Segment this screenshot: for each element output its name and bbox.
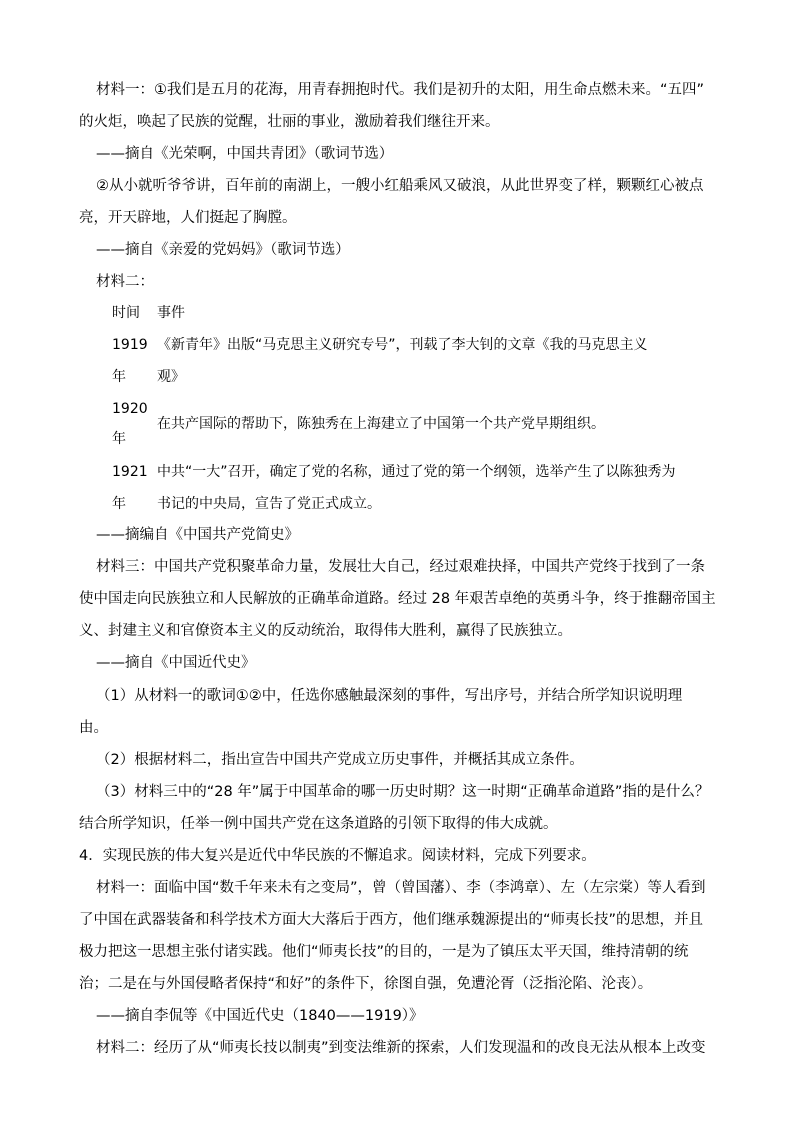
material-2-source: ——摘编自《中国共产党简史》 [96, 527, 299, 543]
table-row-2-year: 1920 [112, 401, 148, 417]
problem-4-material-1-line-2: 了中国在武器装备和科学技术方面大大落后于西方，他们继承魏源提出的“师夷长技”的思想，并且 [79, 912, 704, 928]
problem-4-material-2-line-1: 材料二：经历了从“师夷长技以制夷”到变法维新的探索，人们发现温和的改良无法从根本上改变 [96, 1040, 706, 1056]
table-row-2-event: 在共产国际的帮助下，陈独秀在上海建立了中国第一个共产党早期组织。 [157, 416, 605, 432]
material-1-song-1-line-2: 的火炬，唤起了民族的觉醒，壮丽的事业，激励着我们继往开来。 [79, 114, 500, 130]
problem-4-material-1-line-1: 材料一：面临中国“数千年来未有之变局”，曾（曾国藩）、李（李鸿章）、左（左宗棠）等人看到 [96, 880, 706, 896]
table-row-3-year: 1921 [112, 464, 148, 480]
question-1-line-1: （1）从材料一的歌词①②中，任选你感触最深刻的事件，写出序号，并结合所学知识说明理 [96, 688, 683, 704]
question-3-line-1: （3）材料三中的“28 年”属于中国革命的哪一历史时期？这一时期“正确革命道路”指的是什么？ [96, 784, 710, 800]
material-3-source: ——摘自《中国近代史》 [96, 655, 256, 671]
question-1-line-2: 由。 [79, 720, 108, 736]
material-1-song-2-line-2: 亮，开天辟地，人们挺起了胸膛。 [79, 210, 297, 226]
material-1-song-2-line-1: ②从小就听爷爷讲，百年前的南湖上，一艘小红船乘风又破浪，从此世界变了样，颗颗红心被点 [96, 178, 704, 194]
question-3-line-2: 结合所学知识，任举一例中国共产党在这条道路的引领下取得的伟大成就。 [79, 816, 558, 832]
table-row-1-year-unit: 年 [112, 369, 126, 385]
material-3-line-1: 材料三：中国共产党积聚革命力量，发展壮大自己，经过艰难抉择，中国共产党终于找到了一条 [96, 559, 705, 575]
table-row-1-event-line-1: 《新青年》出版“马克思主义研究专号”，刊载了李大钊的文章《我的马克思主义 [157, 337, 648, 353]
material-3-line-2: 使中国走向民族独立和人民解放的正确革命道路。经过 28 年艰苦卓绝的英勇斗争，终于推翻帝国主 [79, 591, 716, 607]
material-1-song-1-line-1: 材料一：①我们是五月的花海，用青春拥抱时代。我们是初升的太阳，用生命点燃未来。“五四” [96, 82, 705, 98]
problem-4-material-1-line-3: 极力把这一思想主张付诸实践。他们“师夷长技”的目的，一是为了镇压太平天国，维持清朝的统 [79, 944, 689, 960]
material-1-source-2: ——摘自《亲爱的党妈妈》（歌词节选） [96, 242, 350, 258]
table-row-1-year: 1919 [112, 337, 148, 353]
material-1-source-1: ——摘自《光荣啊，中国共青团》（歌词节选） [96, 146, 394, 162]
table-header-event: 事件 [157, 305, 185, 321]
table-row-3-event-line-2: 书记的中央局，宣告了党正式成立。 [157, 496, 381, 512]
table-row-1-event-line-2: 观》 [157, 369, 185, 385]
material-3-line-3: 义、封建主义和官僚资本主义的反动统治，取得伟大胜利，赢得了民族独立。 [79, 623, 572, 639]
problem-4-material-1-line-4: 治；二是在与外国侵略者保持“和好”的条件下，徐图自强，免遭沦胥（泛指沦陷、沦丧）。 [79, 976, 653, 992]
question-2: （2）根据材料二，指出宣告中国共产党成立历史事件，并概括其成立条件。 [96, 752, 584, 768]
table-row-3-year-unit: 年 [112, 496, 126, 512]
table-row-3-event-line-1: 中共“一大”召开，确定了党的名称，通过了党的第一个纲领，选举产生了以陈独秀为 [157, 464, 676, 480]
problem-4-stem: 4．实现民族的伟大复兴是近代中华民族的不懈追求。阅读材料，完成下列要求。 [79, 848, 596, 864]
table-row-2-year-unit: 年 [112, 431, 126, 447]
problem-4-source-1: ——摘自李侃等《中国近代史（1840——1919）》 [96, 1008, 424, 1024]
material-2-label: 材料二： [96, 274, 154, 290]
table-header-time: 时间 [112, 305, 140, 321]
